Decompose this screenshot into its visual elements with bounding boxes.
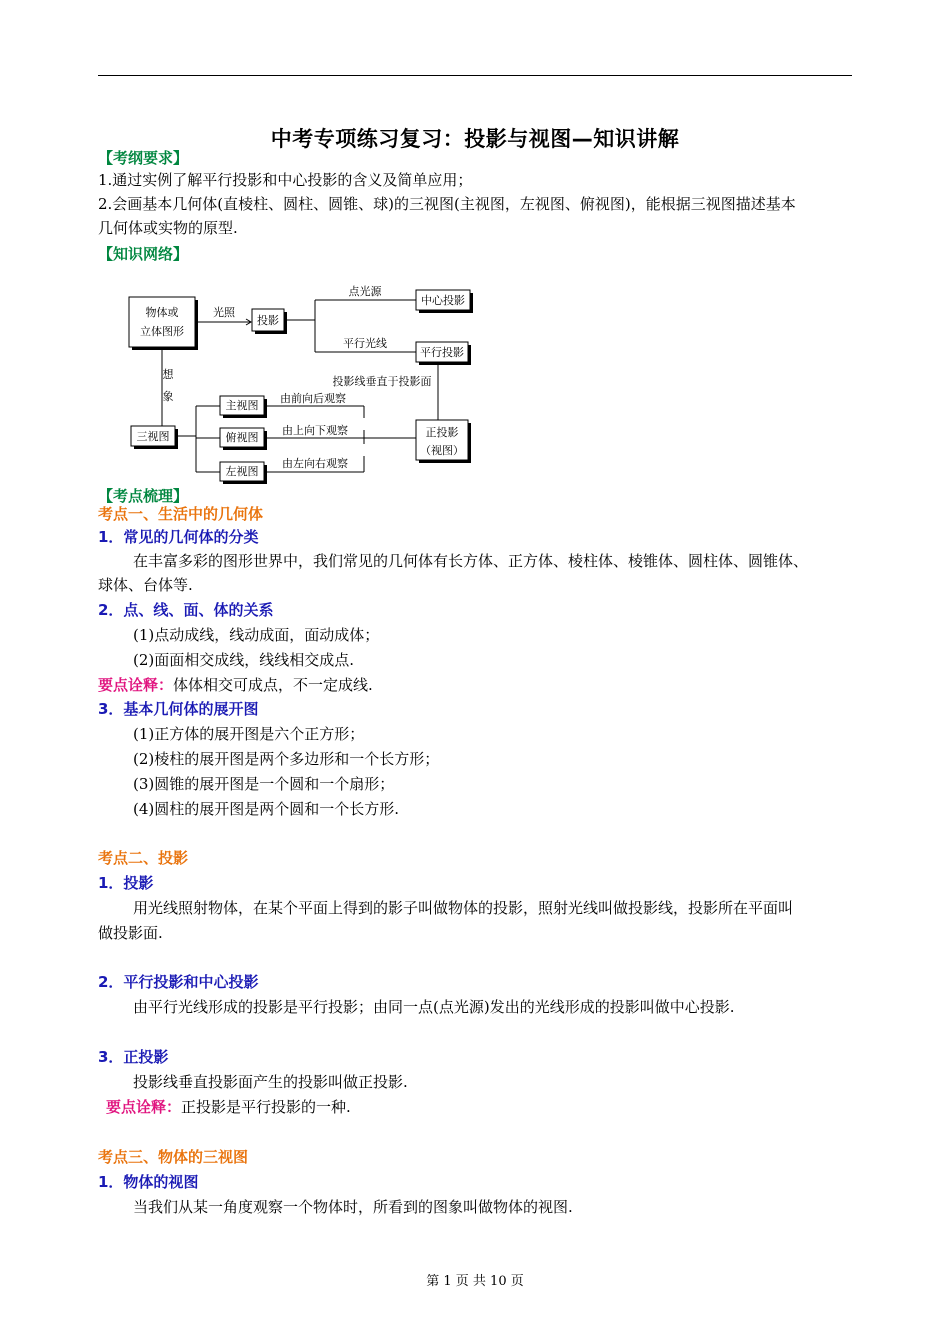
subheading: 1．常见的几何体的分类 — [98, 528, 259, 546]
paragraph: 做投影面. — [98, 924, 163, 942]
paragraph: 1.通过实例了解平行投影和中心投影的含义及简单应用； — [98, 171, 473, 189]
label-pingxing: 平行投影 — [420, 346, 464, 359]
paragraph: 2.会画基本几何体(直棱柱、圆柱、圆锥、球)的三视图(主视图，左视图、俯视图)，能根据三视图描述基本 — [98, 195, 796, 213]
note-label: 要点诠释： — [98, 676, 174, 694]
page-title: 中考专项练习复习：投影与视图—知识讲解 — [270, 127, 680, 151]
subheading: 3．基本几何体的展开图 — [98, 700, 259, 718]
box-object — [129, 297, 195, 347]
label-shangxia: 由上向下观察 — [282, 424, 348, 437]
subheading: 2．平行投影和中心投影 — [98, 973, 259, 991]
label-xiang: 想 — [162, 368, 174, 381]
label-zheng-1: 正投影 — [425, 426, 459, 439]
label-fushitu: 俯视图 — [225, 431, 259, 444]
note-label: 要点诠释： — [106, 1098, 182, 1116]
note-text: 体体相交可成点，不一定成线. — [173, 676, 373, 694]
section-heading-zhishi: 【知识网络】 — [98, 245, 189, 263]
label-sanshitu: 三视图 — [136, 430, 170, 443]
label-chuizhi: 投影线垂直于投影面 — [332, 375, 432, 388]
subheading: 3．正投影 — [98, 1048, 169, 1066]
label-pingxingguangxian: 平行光线 — [343, 337, 387, 350]
subheading: 1．投影 — [98, 874, 154, 892]
knowledge-network-diagram — [120, 278, 490, 486]
label-zheng-2: （视图） — [420, 444, 464, 457]
label-xiang2: 象 — [162, 390, 174, 403]
paragraph: 用光线照射物体，在某个平面上得到的影子叫做物体的投影，照射光线叫做投影线，投影所在平面叫 — [133, 899, 794, 917]
topic-heading-3: 考点三、物体的三视图 — [98, 1148, 249, 1166]
page-footer: 第 1 页 共 10 页 — [426, 1274, 524, 1289]
paragraph: 球体、台体等. — [98, 576, 193, 594]
paragraph: 由平行光线形成的投影是平行投影；由同一点(点光源)发出的光线形成的投影叫做中心投影. — [133, 998, 735, 1016]
label-guangzhao: 光照 — [213, 306, 235, 319]
paragraph: 投影线垂直投影面产生的投影叫做正投影. — [133, 1073, 408, 1091]
label-zuoshitu: 左视图 — [225, 465, 259, 478]
topic-heading-1: 考点一、生活中的几何体 — [98, 505, 264, 523]
note-text: 正投影是平行投影的一种. — [181, 1098, 351, 1116]
list-item: (2)棱柱的展开图是两个多边形和一个长方形； — [133, 750, 440, 768]
label-zhongxin: 中心投影 — [421, 294, 465, 307]
note — [98, 675, 373, 695]
list-item: (1)正方体的展开图是六个正方形； — [133, 725, 365, 743]
header-rule — [98, 75, 852, 76]
list-item: (4)圆柱的展开图是两个圆和一个长方形. — [133, 800, 400, 818]
list-item: (3)圆锥的展开图是一个圆和一个扇形； — [133, 775, 395, 793]
label-wuti-2: 立体图形 — [140, 325, 184, 338]
section-heading-kaogang: 【考纲要求】 — [98, 149, 189, 167]
list-item: (1)点动成线，线动成面，面动成体； — [133, 626, 380, 644]
label-touying: 投影 — [257, 314, 279, 327]
label-zuoyou: 由左向右观察 — [282, 457, 348, 470]
list-item: (2)面面相交成线，线线相交成点. — [133, 651, 355, 669]
topic-heading-2: 考点二、投影 — [98, 849, 189, 867]
paragraph: 在丰富多彩的图形世界中，我们常见的几何体有长方体、正方体、棱柱体、棱锥体、圆柱体、圆锥体、 — [133, 552, 809, 570]
label-wuti-1: 物体或 — [145, 306, 179, 319]
subheading: 2．点、线、面、体的关系 — [98, 601, 274, 619]
subheading: 1．物体的视图 — [98, 1173, 199, 1191]
label-qianhou: 由前向后观察 — [280, 392, 346, 405]
paragraph: 当我们从某一角度观察一个物体时，所看到的图象叫做物体的视图. — [133, 1198, 573, 1216]
label-dianguangyuan: 点光源 — [348, 285, 382, 298]
label-zhushitu: 主视图 — [225, 399, 259, 412]
section-heading-kaodian: 【考点梳理】 — [98, 487, 189, 505]
note — [106, 1097, 351, 1117]
paragraph: 几何体或实物的原型. — [98, 219, 238, 237]
